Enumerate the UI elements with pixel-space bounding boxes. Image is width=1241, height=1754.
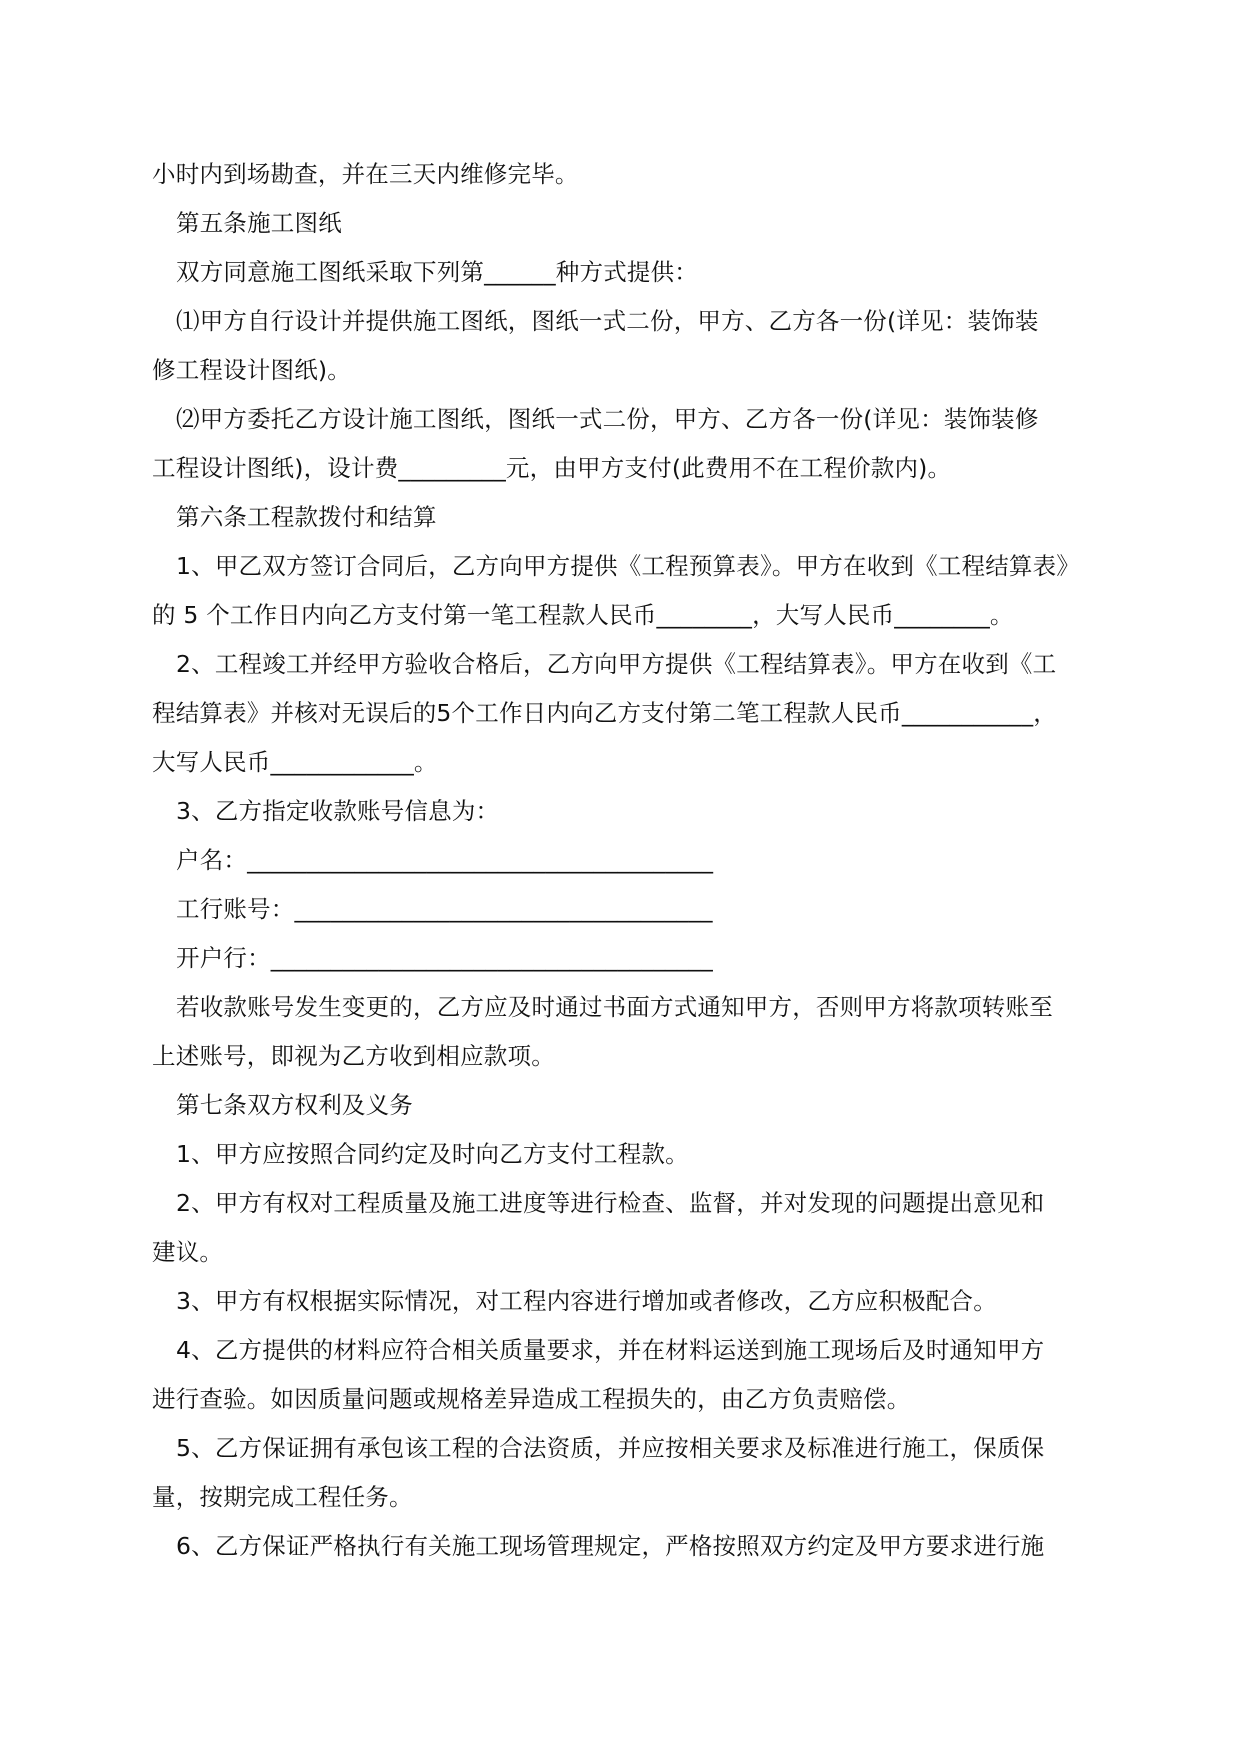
paragraph-line: 量，按期完成工程任务。	[152, 1483, 413, 1511]
paragraph-line: 程结算表》并核对无误后的5个工作日内向乙方支付第二笔工程款人民币___________，	[152, 699, 1058, 727]
paragraph-line: 小时内到场勘查，并在三天内维修完毕。	[152, 160, 579, 188]
paragraph-line: 3、乙方指定收款账号信息为：	[176, 797, 500, 825]
paragraph-line: 1、甲方应按照合同约定及时向乙方支付工程款。	[176, 1140, 689, 1168]
paragraph-line: 3、甲方有权根据实际情况，对工程内容进行增加或者修改，乙方应积极配合。	[176, 1287, 997, 1315]
paragraph-line: 1、甲乙双方签订合同后，乙方向甲方提供《工程预算表》。甲方在收到《工程结算表》	[176, 552, 1081, 580]
paragraph-line: 建议。	[152, 1238, 224, 1266]
section-heading: 第六条工程款拨付和结算	[176, 503, 437, 531]
document-body	[152, 150, 1092, 1571]
account-number-line: 工行账号：___________________________________	[176, 895, 713, 923]
paragraph-line: 上述账号，即视为乙方收到相应款项。	[152, 1042, 555, 1070]
account-name-line: 户名：_______________________________________	[176, 846, 714, 874]
paragraph-line: 修工程设计图纸)。	[152, 356, 351, 384]
paragraph-line: 工程设计图纸)，设计费_________元，由甲方支付(此费用不在工程价款内)。	[152, 454, 952, 482]
paragraph-line: 6、乙方保证严格执行有关施工现场管理规定，严格按照双方约定及甲方要求进行施	[176, 1532, 1045, 1560]
paragraph-line: 5、乙方保证拥有承包该工程的合法资质，并应按相关要求及标准进行施工，保质保	[176, 1434, 1045, 1462]
paragraph-line: 大写人民币____________。	[152, 748, 438, 776]
paragraph-line: 2、工程竣工并经甲方验收合格后，乙方向甲方提供《工程结算表》。甲方在收到《工	[176, 650, 1057, 678]
account-bank-line: 开户行：_____________________________________	[176, 944, 713, 972]
paragraph-line: 双方同意施工图纸采取下列第______种方式提供：	[176, 258, 698, 286]
paragraph-line: 若收款账号发生变更的，乙方应及时通过书面方式通知甲方，否则甲方将款项转账至	[176, 993, 1053, 1021]
section-heading: 第五条施工图纸	[176, 209, 342, 237]
paragraph-line: 4、乙方提供的材料应符合相关质量要求，并在材料运送到施工现场后及时通知甲方	[176, 1336, 1045, 1364]
paragraph-line: 2、甲方有权对工程质量及施工进度等进行检查、监督，并对发现的问题提出意见和	[176, 1189, 1045, 1217]
paragraph-line: ⑴甲方自行设计并提供施工图纸，图纸一式二份，甲方、乙方各一份(详见：装饰装	[176, 307, 1039, 335]
section-heading: 第七条双方权利及义务	[176, 1091, 413, 1119]
paragraph-line: ⑵甲方委托乙方设计施工图纸，图纸一式二份，甲方、乙方各一份(详见：装饰装修	[176, 405, 1039, 433]
paragraph-line: 的 5 个工作日内向乙方支付第一笔工程款人民币________，大写人民币________。	[152, 601, 1014, 629]
paragraph-line: 进行查验。如因质量问题或规格差异造成工程损失的，由乙方负责赔偿。	[152, 1385, 911, 1413]
